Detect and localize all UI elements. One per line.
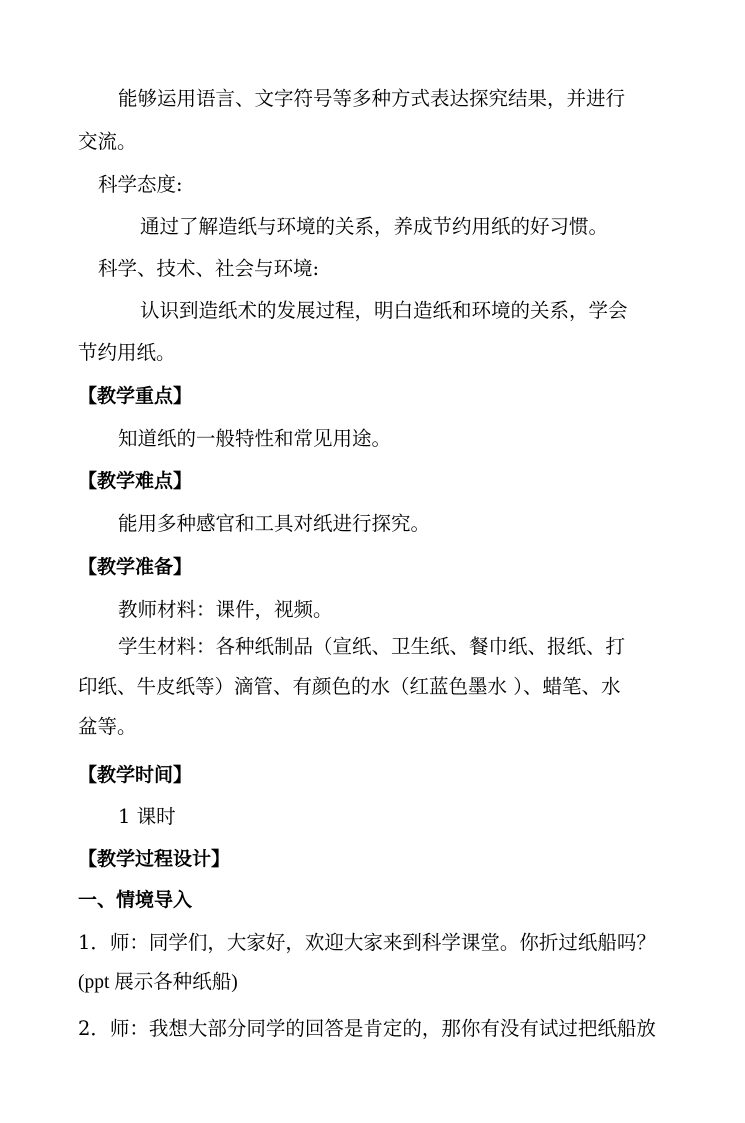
paragraph-line: 学生材料：各种纸制品（宣纸、卫生纸、餐巾纸、报纸、打 xyxy=(118,635,626,658)
paragraph-line: (ppt 展示各种纸船) xyxy=(78,972,238,993)
paragraph-line: 1．师：同学们，大家好，欢迎大家来到科学课堂。你折过纸船吗？ xyxy=(78,931,656,954)
paragraph-line: 盆等。 xyxy=(78,715,137,738)
paragraph-line: 认识到造纸术的发展过程，明白造纸和环境的关系，学会 xyxy=(140,299,628,322)
paragraph-line: 交流。 xyxy=(78,130,137,153)
paragraph-line: 教师材料：课件，视频。 xyxy=(118,598,333,621)
section-heading-time: 【教学时间】 xyxy=(78,764,193,786)
section-heading-preparation: 【教学准备】 xyxy=(78,556,193,578)
section-heading-key-points: 【教学重点】 xyxy=(78,385,193,407)
subheading-stse: 科学、技术、社会与环境: xyxy=(98,257,320,280)
subheading-science-attitude: 科学态度: xyxy=(98,173,183,196)
paragraph-line: 知道纸的一般特性和常见用途。 xyxy=(118,427,392,450)
paragraph-line: 节约用纸。 xyxy=(78,341,176,364)
paragraph-line: 能用多种感官和工具对纸进行探究。 xyxy=(118,512,431,535)
section-heading-difficulties: 【教学难点】 xyxy=(78,470,193,492)
section-heading-introduction: 一、情境导入 xyxy=(78,889,193,911)
paragraph-line: 通过了解造纸与环境的关系，养成节约用纸的好习惯。 xyxy=(140,215,609,238)
paragraph-line: 印纸、牛皮纸等）滴管、有颜色的水（红蓝色墨水 ）、蜡笔、水 xyxy=(78,675,621,698)
paragraph-line: 2．师：我想大部分同学的回答是肯定的，那你有没有试过把纸船放 xyxy=(78,1017,656,1040)
paragraph-line: 能够运用语言、文字符号等多种方式表达探究结果，并进行 xyxy=(118,87,626,110)
paragraph-line: 1 课时 xyxy=(118,805,176,828)
section-heading-process-design: 【教学过程设计】 xyxy=(78,848,231,870)
